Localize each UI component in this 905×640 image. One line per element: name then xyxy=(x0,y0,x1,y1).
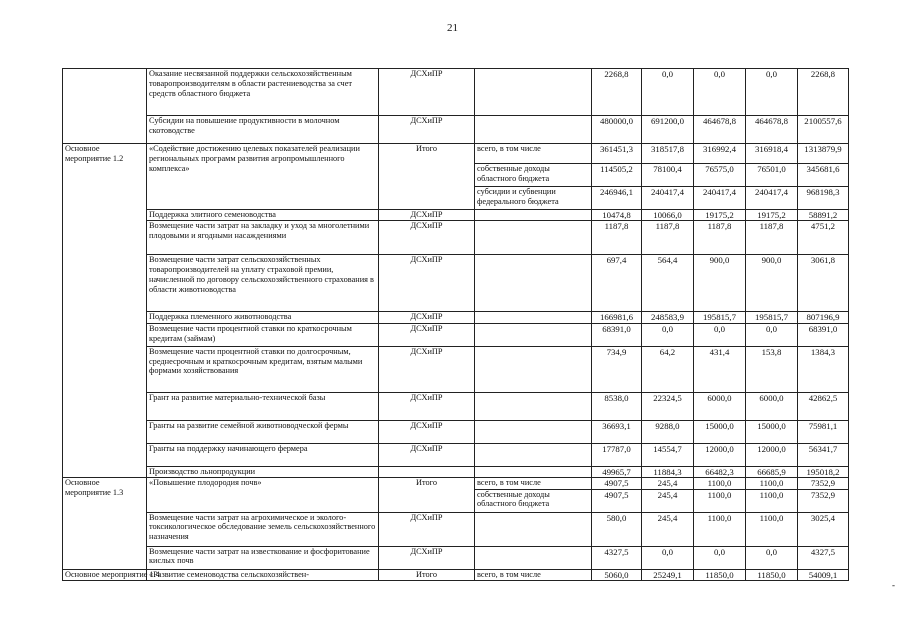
value-year-3: 240417,4 xyxy=(694,187,746,210)
value-year-2: 22324,5 xyxy=(642,392,694,420)
value-year-2: 0,0 xyxy=(642,546,694,569)
value-total: 75981,1 xyxy=(798,420,849,443)
value-year-4: 900,0 xyxy=(746,255,798,312)
responsible: Итого xyxy=(379,478,475,512)
value-year-1: 2268,8 xyxy=(592,69,642,116)
value-year-4: 15000,0 xyxy=(746,420,798,443)
responsible: ДСХиПР xyxy=(379,392,475,420)
value-total: 807196,9 xyxy=(798,312,849,323)
value-total: 195018,2 xyxy=(798,466,849,477)
value-total: 1313879,9 xyxy=(798,144,849,164)
value-year-3: 0,0 xyxy=(694,323,746,346)
funding-source xyxy=(475,255,592,312)
value-year-3: 431,4 xyxy=(694,346,746,392)
value-year-4: 12000,0 xyxy=(746,443,798,466)
funding-source xyxy=(475,312,592,323)
funding-source xyxy=(475,443,592,466)
value-year-2: 691200,0 xyxy=(642,116,694,144)
value-year-3: 464678,8 xyxy=(694,116,746,144)
value-year-4: 11850,0 xyxy=(746,569,798,580)
value-total: 3061,8 xyxy=(798,255,849,312)
funding-source xyxy=(475,546,592,569)
value-year-3: 6000,0 xyxy=(694,392,746,420)
value-year-2: 9288,0 xyxy=(642,420,694,443)
value-total: 3025,4 xyxy=(798,512,849,546)
value-year-1: 10474,8 xyxy=(592,210,642,221)
activity-name: «Повышение плодородия почв» xyxy=(147,478,379,512)
funding-source xyxy=(475,466,592,477)
funding-source: собственные доходы областного бюджета xyxy=(475,489,592,512)
funding-source: всего, в том числе xyxy=(475,144,592,164)
page-number: 21 xyxy=(447,22,458,34)
value-year-1: 68391,0 xyxy=(592,323,642,346)
responsible: Итого xyxy=(379,144,475,210)
value-total: 42862,5 xyxy=(798,392,849,420)
value-total: 2100557,6 xyxy=(798,116,849,144)
value-year-3: 195815,7 xyxy=(694,312,746,323)
value-year-2: 318517,8 xyxy=(642,144,694,164)
responsible: ДСХиПР xyxy=(379,443,475,466)
value-total: 4751,2 xyxy=(798,221,849,255)
table-row xyxy=(63,466,849,477)
value-year-1: 36693,1 xyxy=(592,420,642,443)
value-year-2: 0,0 xyxy=(642,69,694,116)
activity-name: Поддержка племенного животноводства xyxy=(147,312,379,323)
value-total: 968198,3 xyxy=(798,187,849,210)
funding-source xyxy=(475,116,592,144)
value-total: 345681,6 xyxy=(798,164,849,187)
value-year-1: 114505,2 xyxy=(592,164,642,187)
table-row xyxy=(63,443,849,466)
value-total: 68391,0 xyxy=(798,323,849,346)
table-row xyxy=(63,478,849,489)
responsible: ДСХиПР xyxy=(379,69,475,116)
table-row xyxy=(63,392,849,420)
responsible: ДСХиПР xyxy=(379,420,475,443)
funding-source: собственные доходы областного бюджета xyxy=(475,164,592,187)
value-year-2: 245,4 xyxy=(642,489,694,512)
value-year-1: 166981,6 xyxy=(592,312,642,323)
funding-source xyxy=(475,392,592,420)
value-year-3: 1187,8 xyxy=(694,221,746,255)
main-activity-cell xyxy=(63,69,147,144)
value-year-4: 316918,4 xyxy=(746,144,798,164)
value-year-1: 17787,0 xyxy=(592,443,642,466)
value-year-1: 361451,3 xyxy=(592,144,642,164)
funding-source xyxy=(475,323,592,346)
table-row xyxy=(63,69,849,116)
responsible: ДСХиПР xyxy=(379,512,475,546)
value-year-1: 4907,5 xyxy=(592,489,642,512)
value-year-4: 1100,0 xyxy=(746,512,798,546)
value-year-3: 15000,0 xyxy=(694,420,746,443)
activity-name: Возмещение части затрат на закладку и уход за многолетними плодовыми и ягодными насаждениями xyxy=(147,221,379,255)
value-year-2: 14554,7 xyxy=(642,443,694,466)
value-year-3: 12000,0 xyxy=(694,443,746,466)
value-year-3: 0,0 xyxy=(694,546,746,569)
value-year-1: 8538,0 xyxy=(592,392,642,420)
value-year-1: 697,4 xyxy=(592,255,642,312)
value-year-3: 1100,0 xyxy=(694,512,746,546)
responsible: ДСХиПР xyxy=(379,255,475,312)
value-year-4: 464678,8 xyxy=(746,116,798,144)
value-year-2: 1187,8 xyxy=(642,221,694,255)
activity-name: «Развитие семеноводства сельскохозяйствен- xyxy=(147,569,379,580)
activity-name: Субсидии на повышение продуктивности в молочном скотоводстве xyxy=(147,116,379,144)
funding-source: субсидии и субвенции федерального бюджета xyxy=(475,187,592,210)
table-row xyxy=(63,546,849,569)
funding-source xyxy=(475,210,592,221)
value-year-4: 66685,9 xyxy=(746,466,798,477)
table-row xyxy=(63,346,849,392)
main-activity-cell: Основное мероприятие 1.2 xyxy=(63,144,147,478)
value-year-2: 25249,1 xyxy=(642,569,694,580)
main-activity-cell: Основное мероприятие 1.3 xyxy=(63,478,147,569)
funding-source xyxy=(475,69,592,116)
value-year-4: 1100,0 xyxy=(746,478,798,489)
value-year-2: 248583,9 xyxy=(642,312,694,323)
value-year-1: 4907,5 xyxy=(592,478,642,489)
value-year-3: 1100,0 xyxy=(694,489,746,512)
value-year-2: 245,4 xyxy=(642,478,694,489)
value-year-1: 1187,8 xyxy=(592,221,642,255)
responsible: Итого xyxy=(379,569,475,580)
value-total: 58891,2 xyxy=(798,210,849,221)
table-row xyxy=(63,210,849,221)
value-year-1: 734,9 xyxy=(592,346,642,392)
value-year-3: 1100,0 xyxy=(694,478,746,489)
value-year-2: 11884,3 xyxy=(642,466,694,477)
responsible: ДСХиПР xyxy=(379,221,475,255)
funding-source: всего, в том числе xyxy=(475,569,592,580)
value-year-4: 0,0 xyxy=(746,69,798,116)
value-year-4: 195815,7 xyxy=(746,312,798,323)
activity-name: Возмещение части процентной ставки по долгосрочным, среднесрочным и краткосрочным кредитам, взятым малыми формами хозяйствования xyxy=(147,346,379,392)
table-row xyxy=(63,116,849,144)
activity-name: Гранты на поддержку начинающего фермера xyxy=(147,443,379,466)
value-year-3: 76575,0 xyxy=(694,164,746,187)
value-year-4: 6000,0 xyxy=(746,392,798,420)
responsible: ДСХиПР xyxy=(379,116,475,144)
activity-name: Грант на развитие материально-технической базы xyxy=(147,392,379,420)
value-year-2: 564,4 xyxy=(642,255,694,312)
value-total: 4327,5 xyxy=(798,546,849,569)
program-table xyxy=(62,68,849,581)
value-year-1: 4327,5 xyxy=(592,546,642,569)
value-year-1: 480000,0 xyxy=(592,116,642,144)
funding-source xyxy=(475,512,592,546)
value-total: 1384,3 xyxy=(798,346,849,392)
value-year-2: 10066,0 xyxy=(642,210,694,221)
responsible: ДСХиПР xyxy=(379,210,475,221)
funding-source: всего, в том числе xyxy=(475,478,592,489)
value-year-2: 78100,4 xyxy=(642,164,694,187)
table-row xyxy=(63,221,849,255)
activity-name: Поддержка элитного семеноводства xyxy=(147,210,379,221)
responsible xyxy=(379,466,475,477)
table-row xyxy=(63,312,849,323)
responsible: ДСХиПР xyxy=(379,323,475,346)
value-year-1: 246946,1 xyxy=(592,187,642,210)
value-total: 7352,9 xyxy=(798,478,849,489)
table-row xyxy=(63,255,849,312)
activity-name: Возмещение части процентной ставки по краткосрочным кредитам (займам) xyxy=(147,323,379,346)
value-year-3: 66482,3 xyxy=(694,466,746,477)
value-year-2: 0,0 xyxy=(642,323,694,346)
activity-name: «Содействие достижению целевых показателей реализации региональных программ развития агропромышленного комплекса» xyxy=(147,144,379,210)
value-year-4: 19175,2 xyxy=(746,210,798,221)
value-year-4: 0,0 xyxy=(746,323,798,346)
value-total: 54009,1 xyxy=(798,569,849,580)
activity-name: Оказание несвязанной поддержки сельскохозяйственным товаропроизводителям в области растениеводства за счет средств областного бюджета xyxy=(147,69,379,116)
table-row xyxy=(63,420,849,443)
funding-source xyxy=(475,346,592,392)
activity-name: Производство льнопродукции xyxy=(147,466,379,477)
activity-name: Гранты на развитие семейной животноводческой фермы xyxy=(147,420,379,443)
value-year-4: 0,0 xyxy=(746,546,798,569)
value-year-4: 76501,0 xyxy=(746,164,798,187)
table-row xyxy=(63,569,849,580)
responsible: ДСХиПР xyxy=(379,346,475,392)
value-year-1: 580,0 xyxy=(592,512,642,546)
funding-source xyxy=(475,420,592,443)
value-year-3: 19175,2 xyxy=(694,210,746,221)
value-year-3: 11850,0 xyxy=(694,569,746,580)
value-year-4: 1187,8 xyxy=(746,221,798,255)
value-total: 2268,8 xyxy=(798,69,849,116)
main-activity-cell: Основное мероприятие 1.4 xyxy=(63,569,147,580)
value-year-2: 64,2 xyxy=(642,346,694,392)
value-year-2: 240417,4 xyxy=(642,187,694,210)
table-row xyxy=(63,512,849,546)
value-year-1: 5060,0 xyxy=(592,569,642,580)
value-year-3: 316992,4 xyxy=(694,144,746,164)
activity-name: Возмещение части затрат сельскохозяйственных товаропроизводителей на уплату страховой премии, начисленной по договору сельскохозяйственного страхования в области животноводства xyxy=(147,255,379,312)
activity-name: Возмещение части затрат на известкование и фосфоритование кислых почв xyxy=(147,546,379,569)
value-total: 56341,7 xyxy=(798,443,849,466)
value-year-3: 900,0 xyxy=(694,255,746,312)
value-year-2: 245,4 xyxy=(642,512,694,546)
responsible: ДСХиПР xyxy=(379,546,475,569)
side-mark: - xyxy=(892,580,895,590)
value-total: 7352,9 xyxy=(798,489,849,512)
value-year-4: 240417,4 xyxy=(746,187,798,210)
responsible: ДСХиПР xyxy=(379,312,475,323)
table-row xyxy=(63,323,849,346)
table-row xyxy=(63,144,849,164)
value-year-3: 0,0 xyxy=(694,69,746,116)
funding-source xyxy=(475,221,592,255)
value-year-1: 49965,7 xyxy=(592,466,642,477)
activity-name: Возмещение части затрат на агрохимическое и эколого-токсикологическое обследование земель сельскохозяйственного назначения xyxy=(147,512,379,546)
value-year-4: 153,8 xyxy=(746,346,798,392)
value-year-4: 1100,0 xyxy=(746,489,798,512)
